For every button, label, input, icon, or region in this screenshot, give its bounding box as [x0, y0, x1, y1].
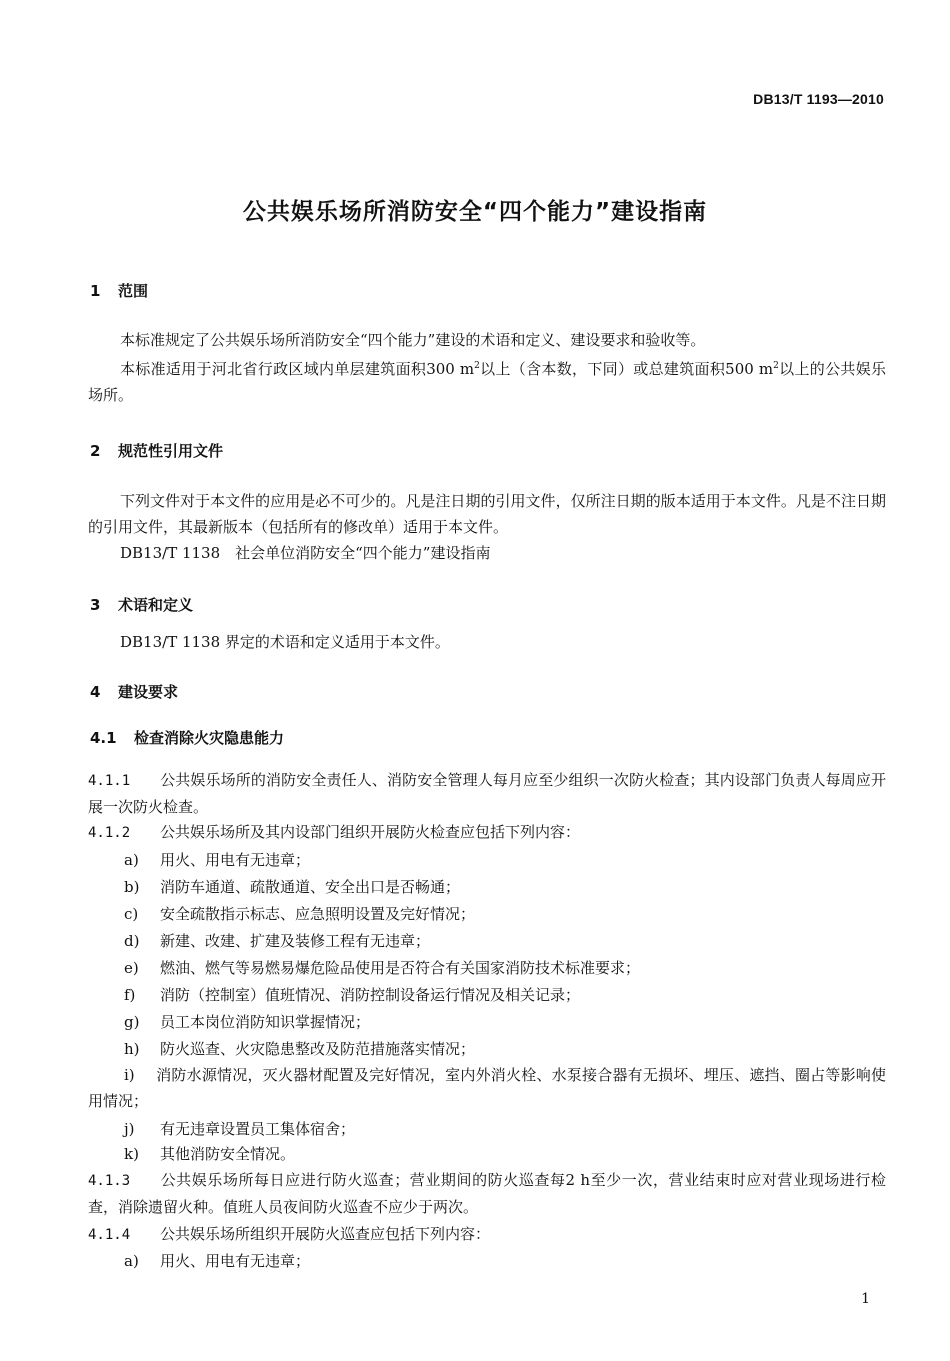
item-label: i) [124, 1066, 135, 1084]
section-title: 范围 [118, 282, 149, 300]
list-item [124, 1036, 475, 1062]
subsection-title: 检查消除火灾隐患能力 [134, 729, 285, 747]
list-item [124, 874, 460, 900]
item-text: 燃油、燃气等易燃易爆危险品使用是否符合有关国家消防技术标准要求； [160, 959, 641, 977]
item-label: c) [124, 905, 139, 923]
item-label: e) [124, 959, 139, 977]
section-title: 规范性引用文件 [118, 442, 224, 460]
section-2-heading [90, 440, 223, 461]
terms-paragraph: DB13/T 1138 界定的术语和定义适用于本文件。 [120, 633, 450, 651]
clause-number: 4.1.2 [88, 825, 131, 841]
list-item [124, 847, 310, 873]
item-label: g) [124, 1013, 140, 1031]
list-item-i [88, 1062, 886, 1114]
reference-entry: DB13/T 1138 社会单位消防安全“四个能力”建设指南 [120, 544, 491, 562]
superscript: 2 [773, 361, 779, 371]
item-text: 消防（控制室）值班情况、消防控制设备运行情况及相关记录； [160, 986, 581, 1004]
item-label: k) [124, 1145, 139, 1163]
clause-text: 公共娱乐场所组织开展防火巡查应包括下列内容： [160, 1225, 491, 1243]
clause-4-1-3 [88, 1167, 886, 1220]
scope-text-b: 以上（含本数，下同）或总建筑面积500 m [479, 360, 774, 378]
item-text: 新建、改建、扩建及装修工程有无违章； [160, 932, 431, 950]
item-text: 其他消防安全情况。 [160, 1145, 296, 1163]
item-label: f) [124, 986, 136, 1004]
section-number: 4 [90, 683, 101, 701]
item-text: 有无违章设置员工集体宿舍； [160, 1120, 356, 1138]
list-item [124, 1248, 310, 1274]
item-text: 防火巡查、火灾隐患整改及防范措施落实情况； [160, 1040, 476, 1058]
clause-number: 4.1.4 [88, 1227, 131, 1243]
clause-4-1-1 [88, 767, 886, 820]
section-1-heading [90, 280, 148, 301]
scope-paragraph-2 [88, 353, 886, 408]
section-3-heading [90, 594, 193, 615]
references-paragraph: 下列文件对于本文件的应用是必不可少的。凡是注日期的引用文件，仅所注日期的版本适用于本文件。凡是不注日期的引用文件，其最新版本（包括所有的修改单）适用于本文件。 [88, 492, 886, 536]
scope-paragraph-1: 本标准规定了公共娱乐场所消防安全“四个能力”建设的术语和定义、建设要求和验收等。 [120, 331, 706, 349]
list-item [124, 955, 640, 981]
standard-code: DB13/T 1193—2010 [753, 91, 884, 107]
section-number: 3 [90, 596, 101, 614]
subsection-number: 4.1 [90, 729, 117, 747]
section-title: 建设要求 [118, 683, 179, 701]
list-item [124, 1009, 370, 1035]
item-label: a) [124, 851, 139, 869]
item-label: j) [124, 1120, 135, 1138]
scope-text-a: 本标准适用于河北省行政区域内单层建筑面积300 m [120, 360, 475, 378]
item-text: 安全疏散指示标志、应急照明设置及完好情况； [160, 905, 476, 923]
item-label: a) [124, 1252, 139, 1270]
list-item [124, 928, 430, 954]
subsection-4-1-heading [90, 727, 284, 748]
section-number: 2 [90, 442, 101, 460]
item-label: h) [124, 1040, 140, 1058]
item-text: 消防车通道、疏散通道、安全出口是否畅通； [160, 878, 461, 896]
document-title: 公共娱乐场所消防安全“四个能力”建设指南 [242, 199, 708, 225]
clause-4-1-4 [88, 1221, 886, 1248]
superscript: 2 [474, 361, 480, 371]
item-text: 消防水源情况，灭火器材配置及完好情况，室内外消火栓、水泵接合器有无损坏、埋压、遮挡、圈占等影响使用情况； [88, 1066, 886, 1110]
page-number: 1 [861, 1291, 870, 1307]
item-label: d) [124, 932, 140, 950]
list-item [124, 1116, 355, 1142]
section-number: 1 [90, 282, 101, 300]
item-label: b) [124, 878, 140, 896]
clause-text: 公共娱乐场所每日应进行防火巡查；营业期间的防火巡查每2 h至少一次，营业结束时应对营业现场进行检查，消除遗留火种。值班人员夜间防火巡查不应少于两次。 [88, 1171, 886, 1216]
list-item [124, 901, 475, 927]
list-item [124, 1141, 295, 1167]
section-title: 术语和定义 [118, 596, 194, 614]
clause-number: 4.1.1 [88, 773, 131, 789]
clause-number: 4.1.3 [88, 1173, 131, 1189]
scope-text-c: 以上的公共娱乐场所。 [88, 360, 886, 404]
item-text: 用火、用电有无违章； [160, 851, 311, 869]
section-4-heading [90, 681, 178, 702]
list-item [124, 982, 580, 1008]
item-text: 用火、用电有无违章； [160, 1252, 311, 1270]
clause-text: 公共娱乐场所及其内设部门组织开展防火检查应包括下列内容： [160, 823, 581, 841]
clause-4-1-2 [88, 819, 886, 846]
item-text: 员工本岗位消防知识掌握情况； [160, 1013, 371, 1031]
clause-text: 公共娱乐场所的消防安全责任人、消防安全管理人每月应至少组织一次防火检查；其内设部门负责人每周应开展一次防火检查。 [88, 771, 886, 816]
